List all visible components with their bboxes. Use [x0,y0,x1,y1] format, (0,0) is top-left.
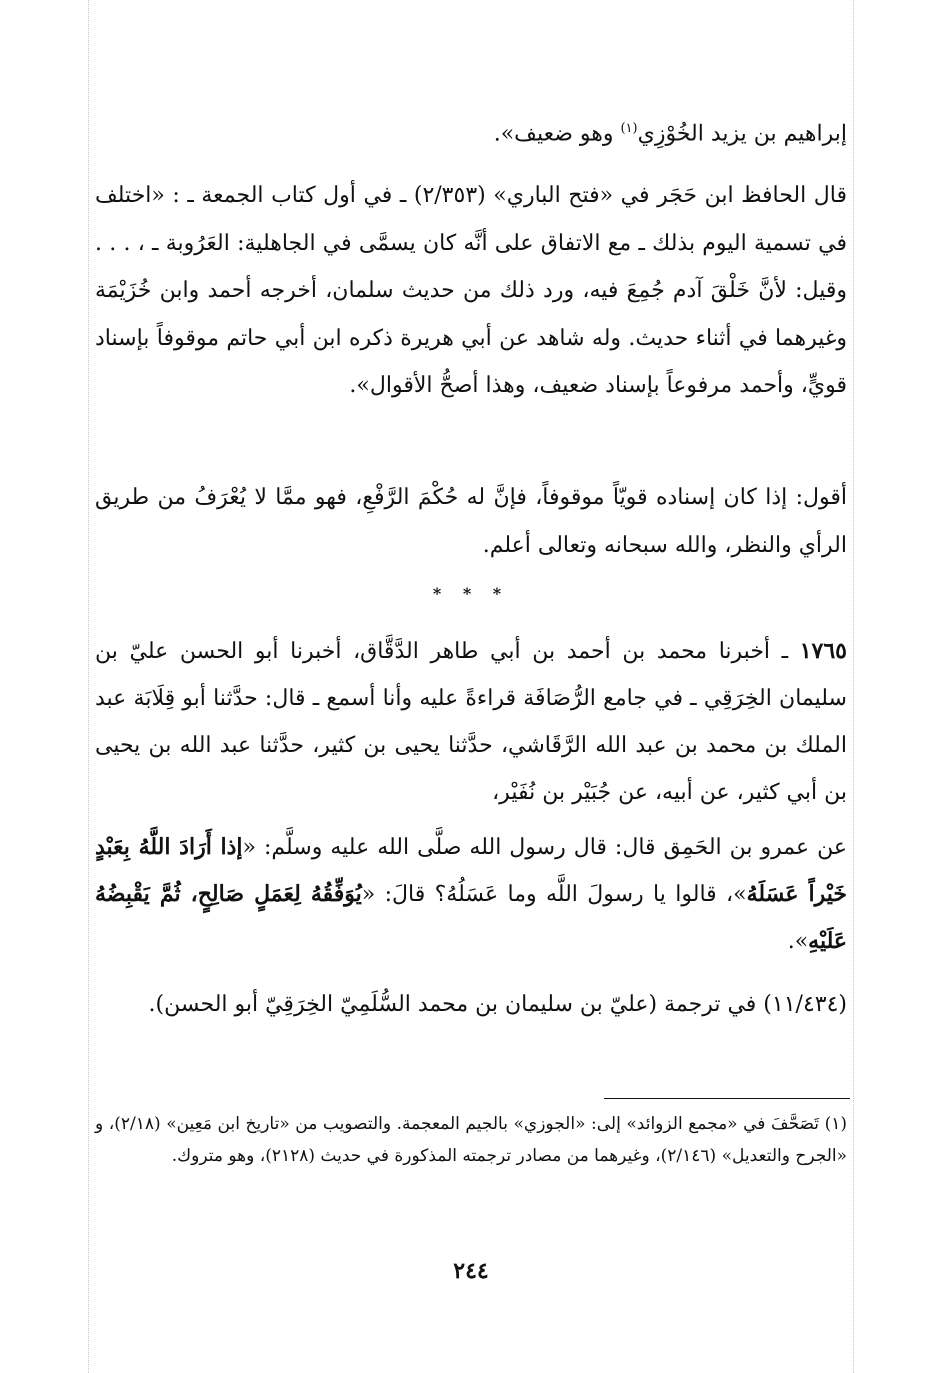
hadith-number: ١٧٦٥ [799,638,847,664]
hadith-isnad-paragraph [95,628,847,816]
intro-line [95,106,847,157]
page-number: ٢٤٤ [453,1258,489,1284]
left-margin-guide [88,0,89,1373]
hadith-matn-paragraph [95,824,847,965]
matn-text-2: يُوَفِّقُهُ لِعَمَلٍ صَالِحٍ، ثُمَّ يَقْبِضُهُ عَلَيْهِ [95,881,847,954]
hadith-isnad-text: ـ أخبرنا محمد بن أحمد بن أبي طاهر الدَّقَّاق، أخبرنا أبو الحسن عليّ بن سليمان الخِرَقِي ـ في جامع الرُّصَافَة قراءةً عليه وأنا أسمع ـ قال: حدَّثنا أبو قِلَابَة عبد الملك بن محمد بن عبد الله الرَّقَاشي، حدَّثنا يحيى بن كثير، حدَّثنا عبد الله بن يحيى بن أبي كثير، عن أبيه، عن جُبَيْر بن نُفَيْر، [95,639,847,805]
right-margin-guide [853,0,854,1373]
matn-middle: »، قالوا يا رسولَ اللَّه وما عَسَلُهُ؟ قالَ: « [361,882,747,907]
footnote-reference[interactable]: (١) [620,121,638,136]
hadith-reference: (١١/٤٣٤) في ترجمة (عليّ بن سليمان بن محمد السُّلَمِيّ الخِرَقِيّ أبو الحسن). [148,992,847,1017]
intro-rest-text: وهو ضعيف». [493,121,621,147]
matn-end: ». [787,929,809,954]
footnote-text: (١) تَصَحَّفَ في «مجمع الزوائد» إلى: «الجوزي» بالجيم المعجمة. والتصويب من «تاريخ ابن مَعِين» (٢/١٨)، و «الجرح والتعديل» (٢/١٤٦)، وغيرهما من مصادر ترجمته المذكورة في حديث (٢١٢٨)، وهو متروك. [95,1114,848,1166]
section-separator: * * * [432,584,510,603]
matn-text-1: إذا أَرَادَ اللَّهُ بِعَبْدٍ خَيْراً عَسَلَهُ [95,834,847,907]
quote-paragraph: قال الحافظ ابن حَجَر في «فتح الباري» (٢/٣٥٣) ـ في أول كتاب الجمعة ـ : «اختلف في تسمية اليوم بذلك ـ مع الاتفاق على أنَّه كان يسمَّى في الجاهلية: العَرُوبة ـ ، . . . وقيل: لأنَّ خَلْقَ آدم جُمِعَ فيه، ورد ذلك من حديث سلمان، أخرجه أحمد وابن خُزَيْمَة وغيرهما في أثناء حديث. وله شاهد عن أبي هريرة ذكره ابن أبي حاتم موقوفاً بإسناد قويٍّ، وأحمد مرفوعاً بإسناد ضعيف، وهذا أصحُّ الأقوال». [95,183,847,398]
intro-main-text: إبراهيم بن يزيد الخُوْزِي [637,121,847,147]
matn-intro: عن عمرو بن الحَمِق قال: قال رسول الله صلَّى الله عليه وسلَّم: « [242,835,847,860]
footnote-divider [604,1098,850,1099]
comment-paragraph: أقول: إذا كان إسناده قويّاً موقوفاً، فإنَّ له حُكْمَ الرَّفْعِ، فهو ممَّا لا يُعْرَفُ من طريق الرأي والنظر، والله سبحانه وتعالى أعلم. [95,485,847,558]
